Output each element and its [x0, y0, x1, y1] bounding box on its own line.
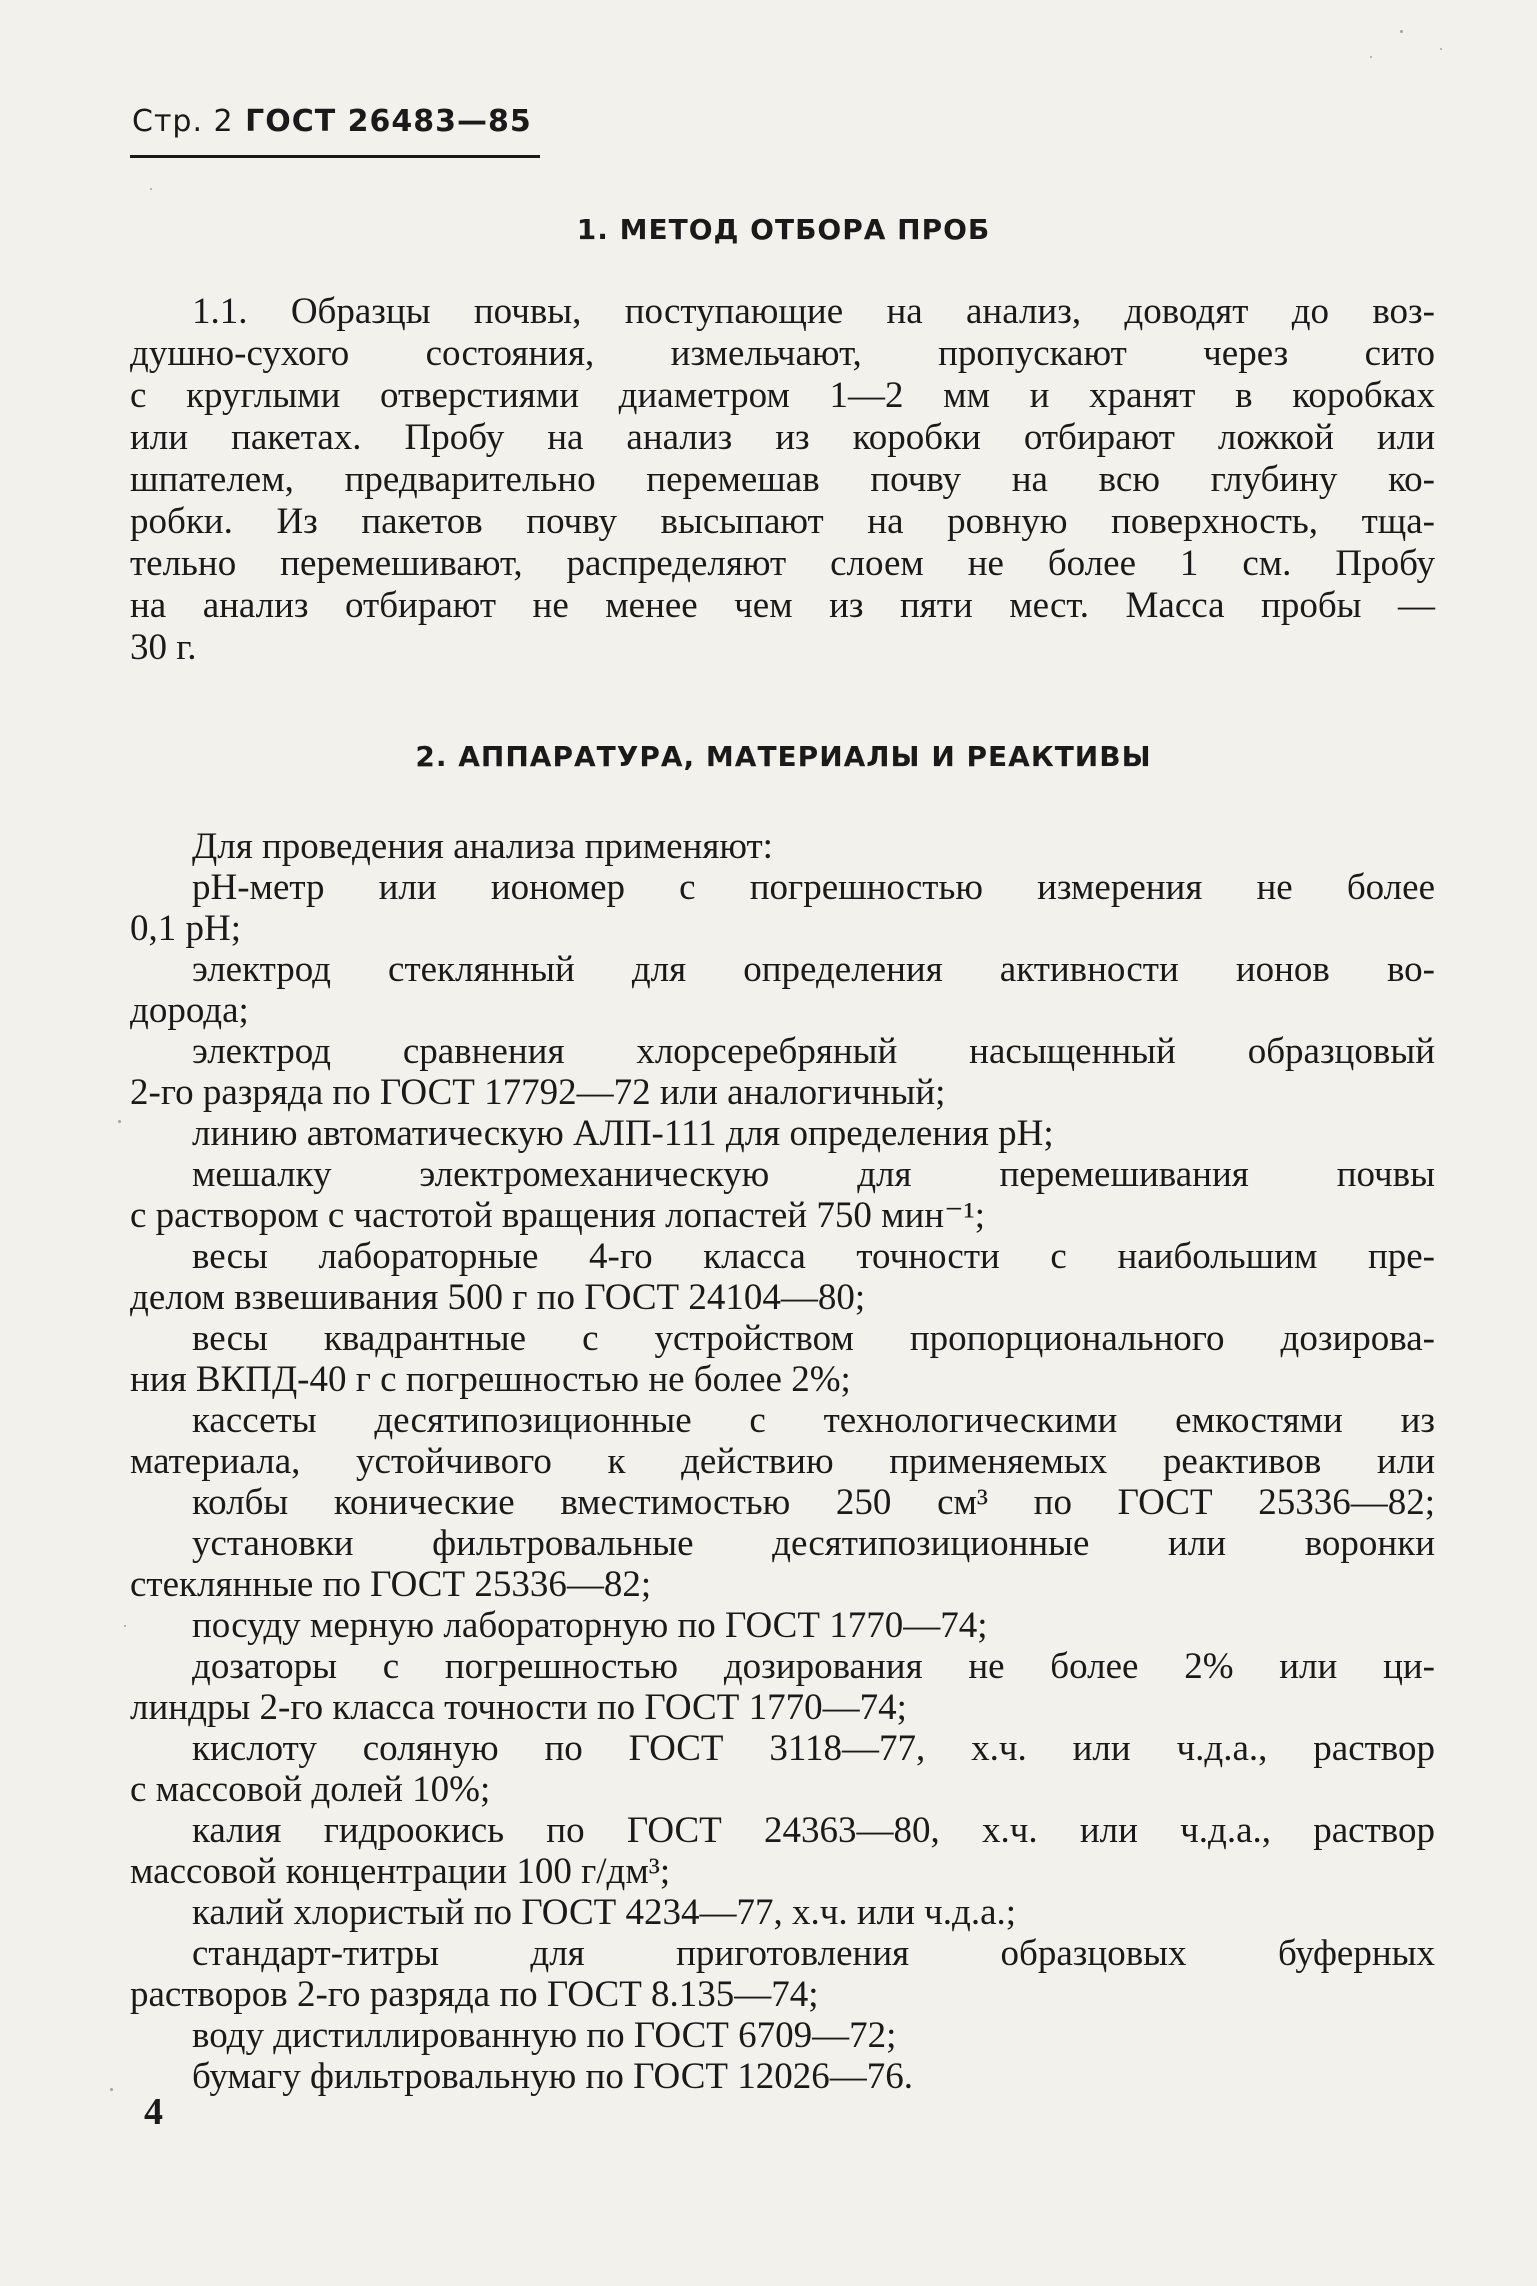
section-1-title: 1. МЕТОД ОТБОРА ПРОБ — [576, 213, 991, 246]
list-item-line: рН-метр или иономер с погрешностью измерения не более — [192, 867, 1435, 908]
scan-speck — [1400, 30, 1403, 33]
paragraph-line: 30 г. — [130, 627, 197, 668]
list-item-line: бумагу фильтровальную по ГОСТ 12026—76. — [192, 2056, 913, 2097]
list-item-line: материала, устойчивого к действию применяемых реактивов или — [130, 1441, 1435, 1482]
list-item-line: линию автоматическую АЛП-111 для определения рН; — [192, 1113, 1054, 1154]
list-item-line: 0,1 рН; — [130, 908, 241, 949]
list-item-line: весы квадрантные с устройством пропорционального дозирова- — [192, 1318, 1435, 1359]
section-2-title: 2. АППАРАТУРА, МАТЕРИАЛЫ И РЕАКТИВЫ — [415, 740, 1152, 773]
list-item-line: с раствором с частотой вращения лопастей 750 мин⁻¹; — [130, 1195, 986, 1236]
scan-speck — [150, 188, 152, 190]
paragraph-line: на анализ отбирают не менее чем из пяти мест. Масса пробы — — [130, 585, 1435, 626]
paragraph-line: тельно перемешивают, распределяют слоем не более 1 см. Пробу — [130, 543, 1435, 584]
list-item-line: дорода; — [130, 990, 249, 1031]
list-item-line: линдры 2-го класса точности по ГОСТ 1770—74; — [130, 1687, 907, 1728]
list-item-line: стеклянные по ГОСТ 25336—82; — [130, 1564, 652, 1605]
list-item-line: делом взвешивания 500 г по ГОСТ 24104—80; — [130, 1277, 866, 1318]
scan-speck — [124, 1625, 126, 1627]
list-item-line: установки фильтровальные десятипозиционные или воронки — [192, 1523, 1435, 1564]
paragraph-line: шпателем, предварительно перемешав почву на всю глубину ко- — [130, 459, 1435, 500]
list-item-line: калий хлористый по ГОСТ 4234—77, х.ч. или ч.д.а.; — [192, 1892, 1017, 1933]
standard-number: ГОСТ 26483—85 — [245, 104, 532, 139]
list-item-line: массовой концентрации 100 г/дм³; — [130, 1851, 671, 1892]
paragraph-line: или пакетах. Пробу на анализ из коробки отбирают ложкой или — [130, 417, 1435, 458]
list-item-line: растворов 2-го разряда по ГОСТ 8.135—74; — [130, 1974, 819, 2015]
page-number: 4 — [144, 2091, 163, 2133]
list-item-line: калия гидроокись по ГОСТ 24363—80, х.ч. или ч.д.а., раствор — [192, 1810, 1435, 1851]
paragraph-line: 1.1. Образцы почвы, поступающие на анализ, доводят до воз- — [192, 291, 1435, 332]
scan-speck — [118, 1120, 121, 1123]
list-item-line: 2-го разряда по ГОСТ 17792—72 или аналогичный; — [130, 1072, 946, 1113]
list-item-line: электрод стеклянный для определения активности ионов во- — [192, 949, 1435, 990]
list-item-line: кислоту соляную по ГОСТ 3118—77, х.ч. или ч.д.а., раствор — [192, 1728, 1435, 1769]
page-header — [132, 104, 532, 139]
list-item-line: кассеты десятипозиционные с технологическими емкостями из — [192, 1400, 1435, 1441]
list-item-line: стандарт-титры для приготовления образцовых буферных — [192, 1933, 1435, 1974]
list-intro: Для проведения анализа применяют: — [192, 826, 773, 867]
header-rule — [130, 155, 540, 158]
list-item-line: ния ВКПД-40 г с погрешностью не более 2%; — [130, 1359, 851, 1400]
scan-speck — [1440, 48, 1442, 50]
scan-speck — [110, 2088, 113, 2091]
list-item-line: воду дистиллированную по ГОСТ 6709—72; — [192, 2015, 897, 2056]
scan-speck — [1370, 56, 1372, 58]
list-item-line: с массовой долей 10%; — [130, 1769, 491, 1810]
list-item-line: мешалку электромеханическую для перемешивания почвы — [192, 1154, 1435, 1195]
list-item-line: дозаторы с погрешностью дозирования не более 2% или ци- — [192, 1646, 1435, 1687]
list-item-line: колбы конические вместимостью 250 см³ по ГОСТ 25336—82; — [192, 1482, 1435, 1523]
paragraph-line: с круглыми отверстиями диаметром 1—2 мм и хранят в коробках — [130, 375, 1435, 416]
paragraph-line: робки. Из пакетов почву высыпают на ровную поверхность, тща- — [130, 501, 1435, 542]
list-item-line: посуду мерную лабораторную по ГОСТ 1770—74; — [192, 1605, 988, 1646]
list-item-line: весы лабораторные 4-го класса точности с наибольшим пре- — [192, 1236, 1435, 1277]
paragraph-line: душно-сухого состояния, измельчают, пропускают через сито — [130, 333, 1435, 374]
page-reference: Стр. 2 — [132, 104, 234, 139]
list-item-line: электрод сравнения хлорсеребряный насыщенный образцовый — [192, 1031, 1435, 1072]
